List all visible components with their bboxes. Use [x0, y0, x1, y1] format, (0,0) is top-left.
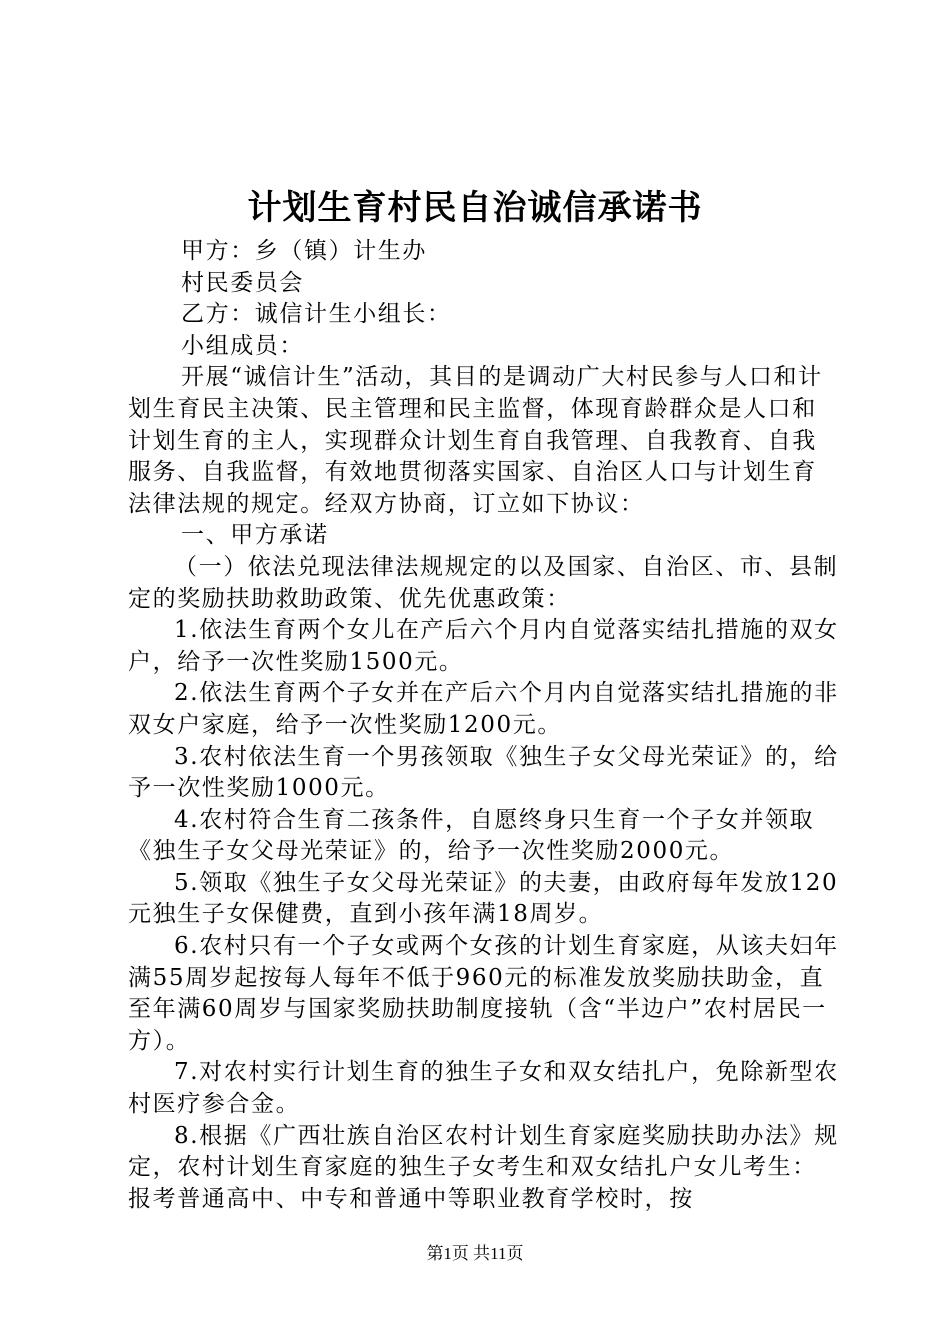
- party-b-line: 乙方：诚信计生小组长：: [181, 301, 452, 328]
- list-item: 2.依法生育两个子女并在产后六个月内自觉落实结扎措施的非双女户家庭，给予一次性奖励1200元。: [128, 680, 839, 738]
- document-title: 计划生育村民自治诚信承诺书: [247, 188, 703, 228]
- list-item: 7.对农村实行计划生育的独生子女和双女结扎户，免除新型农村医疗参合金。: [128, 1059, 839, 1118]
- list-item: 6.农村只有一个子女或两个女孩的计划生育家庭，从该夫妇年满55周岁起按每人每年不低于960元的标准发放奖励扶助金，直至年满60周岁与国家奖励扶助制度接轨（含“半边户”农村居民一方）。: [128, 933, 839, 1054]
- document-body: [128, 236, 840, 1215]
- intro-paragraph: 开展“诚信计生”活动，其目的是调动广大村民参与人口和计划生育民主决策、民主管理和民主监督，体现育龄群众是人口和计划生育的主人，实现群众计划生育自我管理、自我教育、自我服务、自我监督，有效地贯彻落实国家、自治区人口与计划生育法律法规的规定。经双方协商，订立如下协议：: [128, 364, 823, 517]
- list-item: 4.农村符合生育二孩条件，自愿终身只生育一个子女并领取《独生子女父母光荣证》的，给予一次性奖励2000元。: [128, 806, 815, 865]
- subsection-heading-1: （一）依法兑现法律法规规定的以及国家、自治区、市、县制定的奖励扶助救助政策、优先优惠政策：: [128, 553, 839, 612]
- section-heading-party-a: 一、甲方承诺: [181, 522, 329, 549]
- list-item: 1.依法生育两个女儿在产后六个月内自觉落实结扎措施的双女户，给予一次性奖励1500元。: [128, 617, 839, 675]
- page-footer: 第1页 共11页: [426, 1244, 524, 1263]
- list-item: 3.农村依法生育一个男孩领取《独生子女父母光荣证》的，给予一次性奖励1000元。: [128, 743, 839, 802]
- group-members-line: 小组成员：: [181, 332, 304, 359]
- list-item: 8.根据《广西壮族自治区农村计划生育家庭奖励扶助办法》规定，农村计划生育家庭的独生子女考生和双女结扎户女儿考生：报考普通高中、中专和普通中等职业教育学校时，按: [128, 1122, 839, 1212]
- party-a-line: 甲方：乡（镇）计生办: [181, 238, 427, 264]
- list-item: 5.领取《独生子女父母光荣证》的夫妻，由政府每年发放120元独生子女保健费，直到小孩年满18周岁。: [128, 869, 839, 928]
- village-committee-line: 村民委员会: [181, 269, 304, 296]
